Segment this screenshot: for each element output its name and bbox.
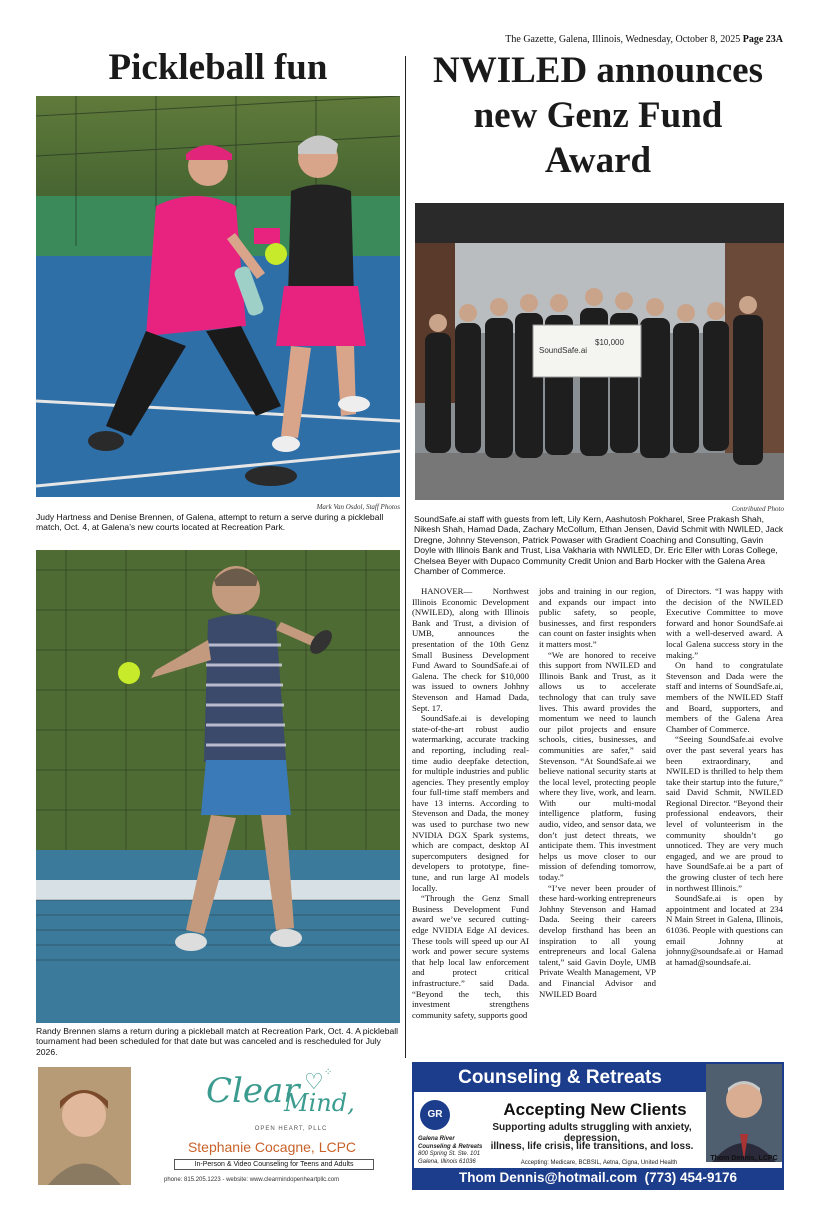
check-payee: SoundSafe.ai [539, 346, 588, 355]
photo-credit-1: Mark Van Osdol, Staff Photos [316, 503, 400, 511]
insurance-text: Accepting: Medicare, BCBSIL, Aetna, Cigna, United Health [520, 1160, 678, 1166]
logo-letters: GR [427, 1109, 443, 1120]
headline-line-1: NWILED announces [432, 50, 763, 91]
article-column-3 [666, 586, 783, 967]
award-group-photo [415, 203, 784, 500]
ad-banner: Counseling & Retreats [414, 1064, 706, 1092]
article-column-2 [539, 586, 656, 999]
award-photo-caption: SoundSafe.ai staff with guests from left, Lily Kern, Aashutosh Pokharel, Sree Prakash Shah, Nikesh Shah, Hamad Dada, Zachary McCollum, Ethan Jensen, David Schmit with NWILED, Jack Dregne, Johnny Stevenson, Patrick Powaser with Gradient Coaching and Consulting, Gavin Doyle with Illinois Bank and Trust, Lisa Vakharia with NWILED, Dr. Eric Eller with Loras College, Chelsea Beyer with Dupaco Community Credit Union and Barb Hocker with the Galena Area Chamber of Commerce. [414, 514, 784, 577]
paragraph: SoundSafe.ai is open by appointment and located at 234 N Main Street in Galena, Illinois, 61036. People with questions can email Johnny at johnny@soundsafe.ai or Hamad at hamad@soundsafe.ai. [666, 893, 783, 967]
check-amount: $10,000 [595, 338, 624, 347]
heart-icon: ♡ [304, 1069, 324, 1094]
nwiled-headline [410, 48, 786, 183]
counseling-retreats-ad [412, 1062, 784, 1190]
ad-footer: Thom Dennis@hotmail.com (773) 454-9176 [414, 1168, 782, 1188]
clearmind-ad [36, 1065, 408, 1190]
page-number: Page 23A [742, 34, 783, 45]
logo-clear: Clear [206, 1071, 300, 1111]
org-name-2: Counseling & Retreats [418, 1143, 483, 1150]
paragraph: SoundSafe.ai is developing state-of-the-art robust audio watermarking, accurate tracking and reporting, including real-time audio deepfake detection, for multiple industries and public agencies. They presently employ four full-time staff members and have 13 interns. According to Stevenson and Dada, the money was used to purchase two new NVIDIA DGX Spark systems, which are compact, desktop AI supercomputers designed for developers to prototype, fine-tune, and run large AI models locally. [412, 713, 529, 893]
paragraph: of Directors. “I was happy with the decision of the NWILED Executive Committee to move forward and honor SoundSafe.ai with a well-deserved award. A local Galena success story in the making.” [666, 586, 783, 660]
org-address-1: 800 Spring St. Ste. 101 [418, 1151, 481, 1157]
therapist-label: Thom Dennis, LCPC [710, 1155, 778, 1162]
article-column-1 [412, 586, 529, 1020]
paragraph: jobs and training in our region, and expands our impact into public safety, so people, businesses, and first responders can count on faster insights when it matters most.” [539, 586, 656, 649]
pickleball-headline: Pickleball fun [108, 47, 328, 88]
services-banner: In-Person & Video Counseling for Teens and Adults [174, 1159, 374, 1170]
counselor-photo [38, 1067, 131, 1185]
gr-logo-icon [420, 1100, 450, 1130]
headline-line-3: Award [544, 140, 652, 181]
paragraph: “Seeing SoundSafe.ai evolve over the past several years has been extraordinary, and NWILED is thrilled to help them take their startup into the future,” said David Schmit, NWILED Regional Director. “Beyond their professional endeavors, their level of volunteerism in the community shouldn’t go unnoticed. They are very much engaged, and we are proud to have SoundSafe.ai be a part of the growing cluster of tech here in northwest Illinois.” [666, 734, 783, 893]
contact-line [164, 1177, 394, 1183]
headline-line-2: new Genz Fund [473, 95, 723, 136]
org-address [418, 1136, 498, 1166]
logo-mind: Mind, [284, 1089, 355, 1117]
paragraph: “We are honored to receive this support from NWILED and Illinois Bank and Trust, as it allows us to accelerate technology that can truly save lives. This award provides the momentum we need to launch our pilot projects and ensure schools, cities, businesses, and communities are safer,” said Stevenson. “At SoundSafe.ai we believe national security starts at the local level, protecting people where they live, work, and learn. With our multi-modal intelligence platform, fusing audio, video, and sensor data, we don’t just detect threats, we anticipate them. This investment helps us move closer to our mission of defending tomorrow, today.” [539, 649, 656, 883]
dots-decoration-icon: ⁘ [324, 1067, 333, 1078]
separator: - [222, 1177, 227, 1183]
pickleball-photo-2 [36, 550, 400, 1023]
phone-text: phone: 815.205.1223 [164, 1177, 221, 1183]
pickleball-photo-1 [36, 96, 400, 497]
paragraph: HANOVER— Northwest Illinois Economic Development (NWILED), along with Illinois Bank and Trust, a division of UMB, announces the presentation of the 10th Genz Small Business Development Fund Award to SoundSafe.ai of Galena. The check for $10,000 was issued to owners Johhny Stevenson and Hamad Dada, Sept. 17. [412, 586, 529, 713]
photo-credit-2: Contributed Photo [731, 505, 784, 513]
paragraph: “Through the Genz Small Business Development Fund award we’ve secured cutting-edge NVIDIA Edge AI devices. These tools will speed up our AI work and power secure systems that help local law enforcement and protect critical infrastructure.” said Dada. “Beyond the tech, this investment strengthens community safety, supports good [412, 893, 529, 1020]
folio-text: The Gazette, Galena, Illinois, Wednesday, October 8, 2025 [505, 34, 741, 45]
ad-subline-1: Supporting adults struggling with anxiety, depression, [492, 1122, 692, 1144]
column-divider [405, 56, 406, 1058]
org-name: Galena River [418, 1136, 455, 1142]
clearmind-logo [196, 1067, 355, 1123]
page-folio [505, 34, 783, 45]
clearmind-tagline: OPEN HEART, PLLC [254, 1126, 328, 1132]
ad-subline-2: illness, life crisis, life transitions, and loss. [490, 1141, 694, 1152]
photo-caption-2: Randy Brennen slams a return during a pickleball match at Recreation Park, Oct. 4. A pickleball tournament had been scheduled for that date but was canceled and is rescheduled for July 2026. [36, 1026, 399, 1057]
counselor-name: Stephanie Cocagne, LCPC [187, 1139, 357, 1155]
paragraph: “I’ve never been prouder of these hard-working entrepreneurs Johhny Stevenson and Hamad Dada. Seeing their careers develop firsthand has been an inspiration to all young entrepreneurs and local Galena talent,” said Gavin Doyle, UMB Private Wealth Management, VP and Financial Advisor and NWILED Board [539, 882, 656, 999]
therapist-photo [706, 1064, 782, 1162]
photo-caption-1: Judy Hartness and Denise Brennen, of Galena, attempt to return a serve during a pickleball match, Oct. 4, at Galena’s new courts located at Recreation Park. [36, 512, 384, 533]
website-link: website: www.clearmindopenheartpllc.com [226, 1177, 340, 1183]
org-address-2: Galena, Illinois 61036 [418, 1158, 476, 1165]
ad-headline: Accepting New Clients [503, 1100, 687, 1119]
paragraph: On hand to congratulate Stevenson and Dada were the staff and interns of SoundSafe.ai, members of the NWILED Staff and Board, supporters, and members of the Galena Area Chamber of Commerce. [666, 660, 783, 734]
